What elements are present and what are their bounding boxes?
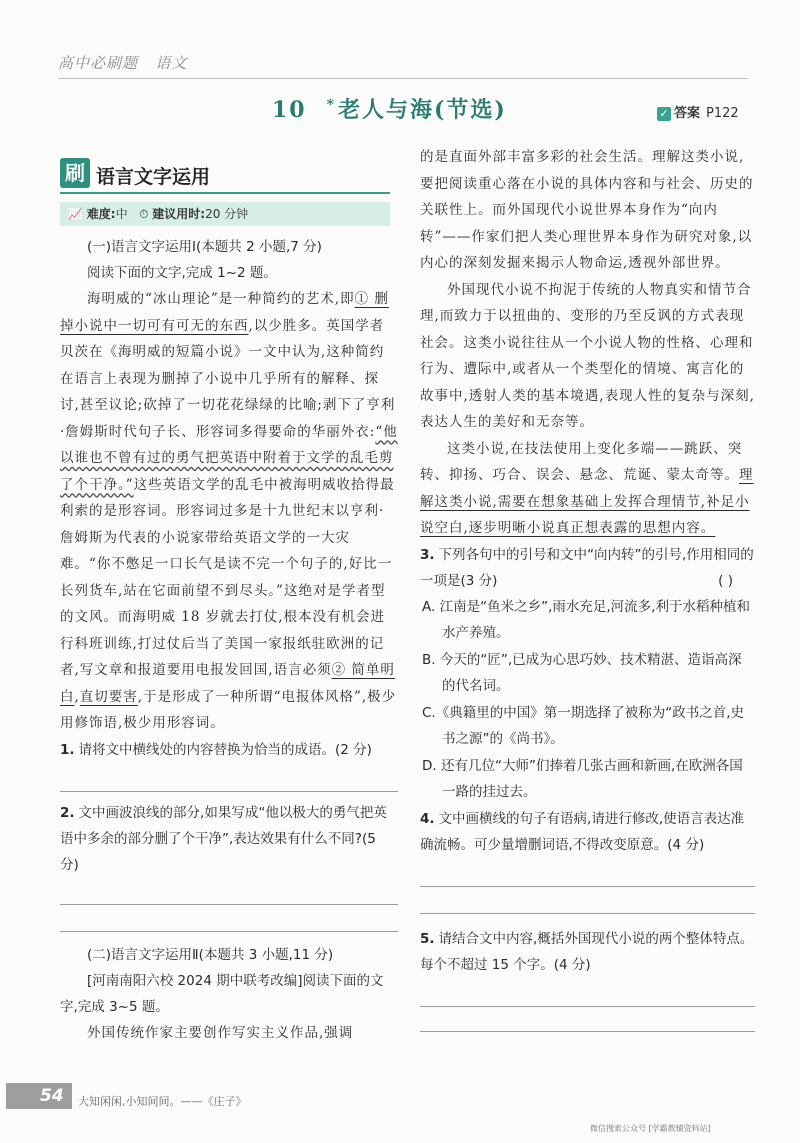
book-header: [58, 52, 187, 73]
answer-line[interactable]: [420, 913, 755, 914]
passage-text: ,: [74, 688, 80, 705]
question-2: [60, 800, 398, 878]
difficulty-icon: 📈: [68, 207, 83, 221]
section-title: 语言文字运用: [96, 166, 211, 188]
part2-heading: (二)语言文字运用Ⅱ(本题共 3 小题,11 分): [87, 946, 334, 963]
book-name: 高中必刷题: [58, 54, 139, 72]
header-divider: [58, 78, 748, 79]
answer-line[interactable]: [60, 904, 398, 905]
question-number: 3.: [420, 546, 435, 563]
question-text: 下列各句中的引号和文中“向内转”的引号,作用相同的一项是(3 分): [420, 546, 754, 589]
section-icon: 刷: [60, 158, 90, 188]
option-b[interactable]: B. 今天的“匠”,已成为心思巧妙、技术精湛、造诣高深的代名词。: [422, 651, 742, 694]
part2-source: [河南南阳六校 2024 期中联考改编]阅读下面的文字,完成 3~5 题。: [60, 972, 384, 1015]
question-text: 文中画波浪线的部分,如果写成“他以极大的勇气把英语中多余的部分删了个干净”,表达效果有什么不同?(5 分): [60, 804, 387, 873]
question-1: [60, 737, 398, 763]
answer-line[interactable]: [60, 791, 398, 792]
difficulty-value: 中: [115, 207, 128, 221]
wavy-sentence: “他以谁也不曾有过的勇气把英语中附着于文学的乱毛剪了个干净。”: [60, 423, 398, 493]
answer-bracket[interactable]: ( ): [718, 572, 733, 589]
option-d[interactable]: D. 还有几位“大师”们捧着几张古画和新画,在欧洲各国一路的挂过去。: [422, 757, 743, 800]
book-subject: 语文: [155, 54, 188, 72]
page-number: 54: [40, 1086, 64, 1106]
question-text: 请结合文中内容,概括外国现代小说的两个整体特点。每个不超过 15 个字。(4 分): [420, 930, 754, 973]
answer-line[interactable]: [60, 931, 398, 932]
section-divider: [60, 192, 390, 194]
answer-line[interactable]: [420, 1031, 755, 1032]
left-column: [60, 234, 398, 1046]
part1-instruction: 阅读下面的文字,完成 1~2 题。: [87, 265, 277, 281]
answer-line[interactable]: [420, 886, 755, 887]
footer-quote: 大知闲闲,小知间间。——《庄子》: [78, 1095, 247, 1108]
passage-text: ,于是形成了一种所谓“电报体风格”,极少用修饰语,极少用形容词。: [60, 688, 397, 731]
question-text: 请将文中横线处的内容替换为恰当的成语。(2 分): [78, 741, 372, 758]
watermark: 微信搜索公众号 [学霸教辅资料站]: [590, 1124, 711, 1133]
answer-label: 答案: [674, 106, 701, 121]
underlined-sentence: 理解这类小说,需要在想象基础上发挥合理情节,补足小说空白,逐步明晰小说真正想表露的思想内容。: [420, 467, 754, 536]
right-column: [420, 144, 755, 1032]
answer-page: P122: [706, 106, 739, 121]
meta-bar: [60, 202, 390, 226]
part2-passage-cont: 的是直面外部丰富多彩的社会生活。理解这类小说,要把阅读重心落在小说的具体内容和与社会、历史的关联性上。而外国现代小说世界本身作为“向内转”——作家们把人类心理世界本身作为研究对象,以内心的深刻发掘来揭示人物命运,透视外部世界。: [420, 149, 754, 271]
question-number: 5.: [420, 930, 435, 947]
part1-passage: [60, 286, 398, 737]
option-c[interactable]: C.《典籍里的中国》第一期选择了被称为“政书之首,史书之源”的《尚书》。: [422, 704, 745, 747]
passage-text: 海明威的“冰山理论”是一种简约的艺术,即: [87, 291, 355, 307]
clock-icon: ⏱: [139, 207, 149, 221]
check-icon: ✓: [657, 107, 671, 121]
lesson-number: 10: [272, 97, 307, 123]
passage-text: 这些英语文学的乱毛中被海明威收拾得最利索的是形容词。形容词过多是十九世纪末以亨利·詹姆斯为代表的小说家带给英语文学的一大灾难。“你不憋足一口长气是读不完一个句子的,好比一长列货车,站在它面前望不到尽头。”这绝对是学者型的文风。而海明威 18 岁就去打仗,根本没有机会进行科班训练,打过仗后当了美国一家报纸驻欧洲的记者,写文章和报道要用电报发回国,语言必须: [60, 476, 395, 678]
difficulty-label: 难度:: [86, 207, 116, 221]
lesson-title: [272, 93, 507, 124]
question-4: [420, 806, 755, 858]
time-label: 建议用时:: [152, 207, 206, 221]
blank-1: ① 删掉小说中一切可有可无的东西: [60, 291, 389, 334]
passage-text: ,以少胜多。英国学者贝茨在《海明威的短篇小说》一文中认为,这种简约在语言上表现为删掉了小说中几乎所有的解释、探讨,甚至议论;砍掉了一切花花绿绿的比喻;剥下了亨利·詹姆斯时代句子长、形容词多得要命的华丽外衣:: [60, 317, 396, 440]
question-number: 4.: [420, 810, 435, 827]
answer-line[interactable]: [420, 1006, 755, 1007]
underlined-phrase: 直切要害: [79, 688, 138, 705]
time-value: 20 分钟: [205, 207, 249, 221]
question-number: 2.: [60, 804, 75, 821]
question-text: 文中画横线的句子有语病,请进行修改,使语言表达准确流畅。可少量增删词语,不得改变原意。(4 分): [420, 810, 745, 853]
part2-paragraph-2: 外国现代小说不拘泥于传统的人物真实和情节合理,而致力于以扭曲的、变形的乃至反讽的方式表现社会。这类小说往往从一个小说人物的性格、心理和行为、遭际中,或者从一个类型化的情境、寓言化的故事中,透射人类的基本境遇,表现人性的复杂与深刻,表达人生的美好和无奈等。: [420, 281, 755, 430]
part1-heading: (一)语言文字运用Ⅰ(本题共 2 小题,7 分): [87, 239, 322, 255]
answer-reference[interactable]: [657, 102, 739, 121]
part2-passage-start: 外国传统作家主要创作写实主义作品,强调: [87, 1024, 354, 1041]
question-3: [420, 542, 755, 594]
question-5: [420, 926, 755, 978]
lesson-star: *: [326, 96, 336, 113]
lesson-name: 老人与海(节选): [337, 97, 507, 123]
passage-text: 这类小说,在技法使用上变化多端——跳跃、突转、抑扬、巧合、误会、悬念、荒诞、蒙太奇等。: [420, 440, 743, 483]
part2-paragraph-3: [420, 436, 755, 542]
blank-2: ② 简单明白: [60, 662, 395, 705]
option-a[interactable]: A. 江南是“鱼米之乡”,雨水充足,河流多,利于水稻种植和水产养殖。: [422, 598, 750, 641]
question-number: 1.: [60, 741, 75, 758]
